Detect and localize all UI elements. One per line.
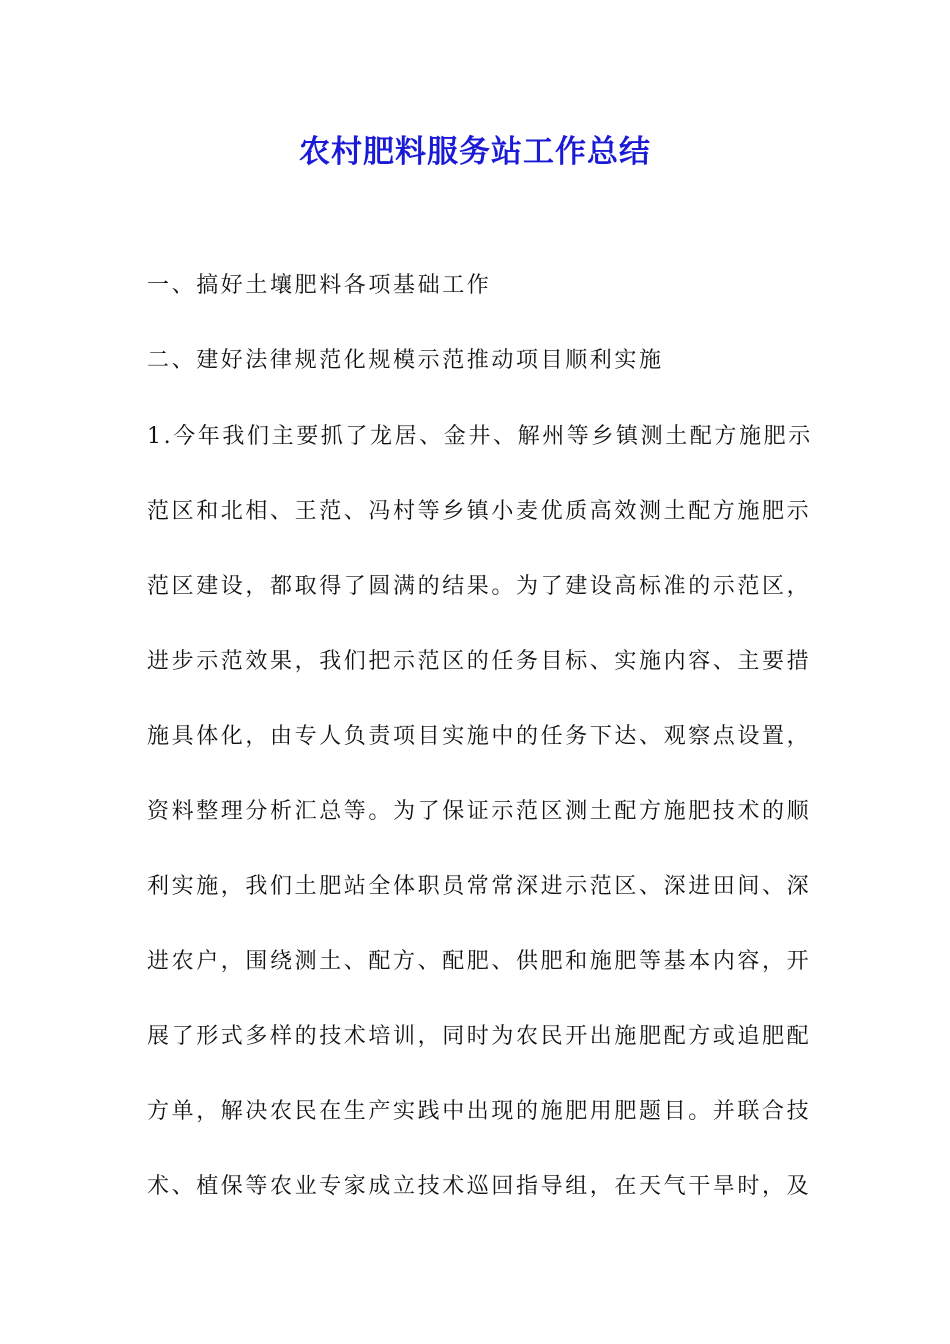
paragraph-line: 利实施，我们土肥站全体职员常常深进示范区、深进田间、深 bbox=[147, 874, 812, 899]
paragraph-line: 方单，解决农民在生产实践中出现的施肥用肥题目。并联合技 bbox=[147, 1099, 812, 1124]
paragraph-line: 资料整理分析汇总等。为了保证示范区测土配方施肥技术的顺 bbox=[147, 799, 812, 824]
paragraph-line: 施具体化，由专人负责项目实施中的任务下达、观察点设置， bbox=[147, 724, 812, 749]
section-heading-2: 二、建好法律规范化规模示范推动项目顺利实施 bbox=[147, 348, 664, 373]
paragraph-line: 进步示范效果，我们把示范区的任务目标、实施内容、主要措 bbox=[147, 649, 812, 674]
paragraph-line: 范区建设，都取得了圆满的结果。为了建设高标准的示范区， bbox=[147, 574, 812, 599]
paragraph-line: 进农户，围绕测土、配方、配肥、供肥和施肥等基本内容，开 bbox=[147, 949, 812, 974]
document-title: 农村肥料服务站工作总结 bbox=[299, 134, 651, 170]
paragraph-line: 术、植保等农业专家成立技术巡回指导组，在天气干旱时，及 bbox=[147, 1174, 812, 1199]
paragraph-line: 1.今年我们主要抓了龙居、金井、解州等乡镇测土配方施肥示 bbox=[147, 424, 813, 449]
paragraph-line: 展了形式多样的技术培训，同时为农民开出施肥配方或追肥配 bbox=[147, 1024, 812, 1049]
section-heading-1: 一、搞好土壤肥料各项基础工作 bbox=[147, 273, 492, 298]
paragraph-line: 范区和北相、王范、冯村等乡镇小麦优质高效测土配方施肥示 bbox=[147, 499, 812, 524]
